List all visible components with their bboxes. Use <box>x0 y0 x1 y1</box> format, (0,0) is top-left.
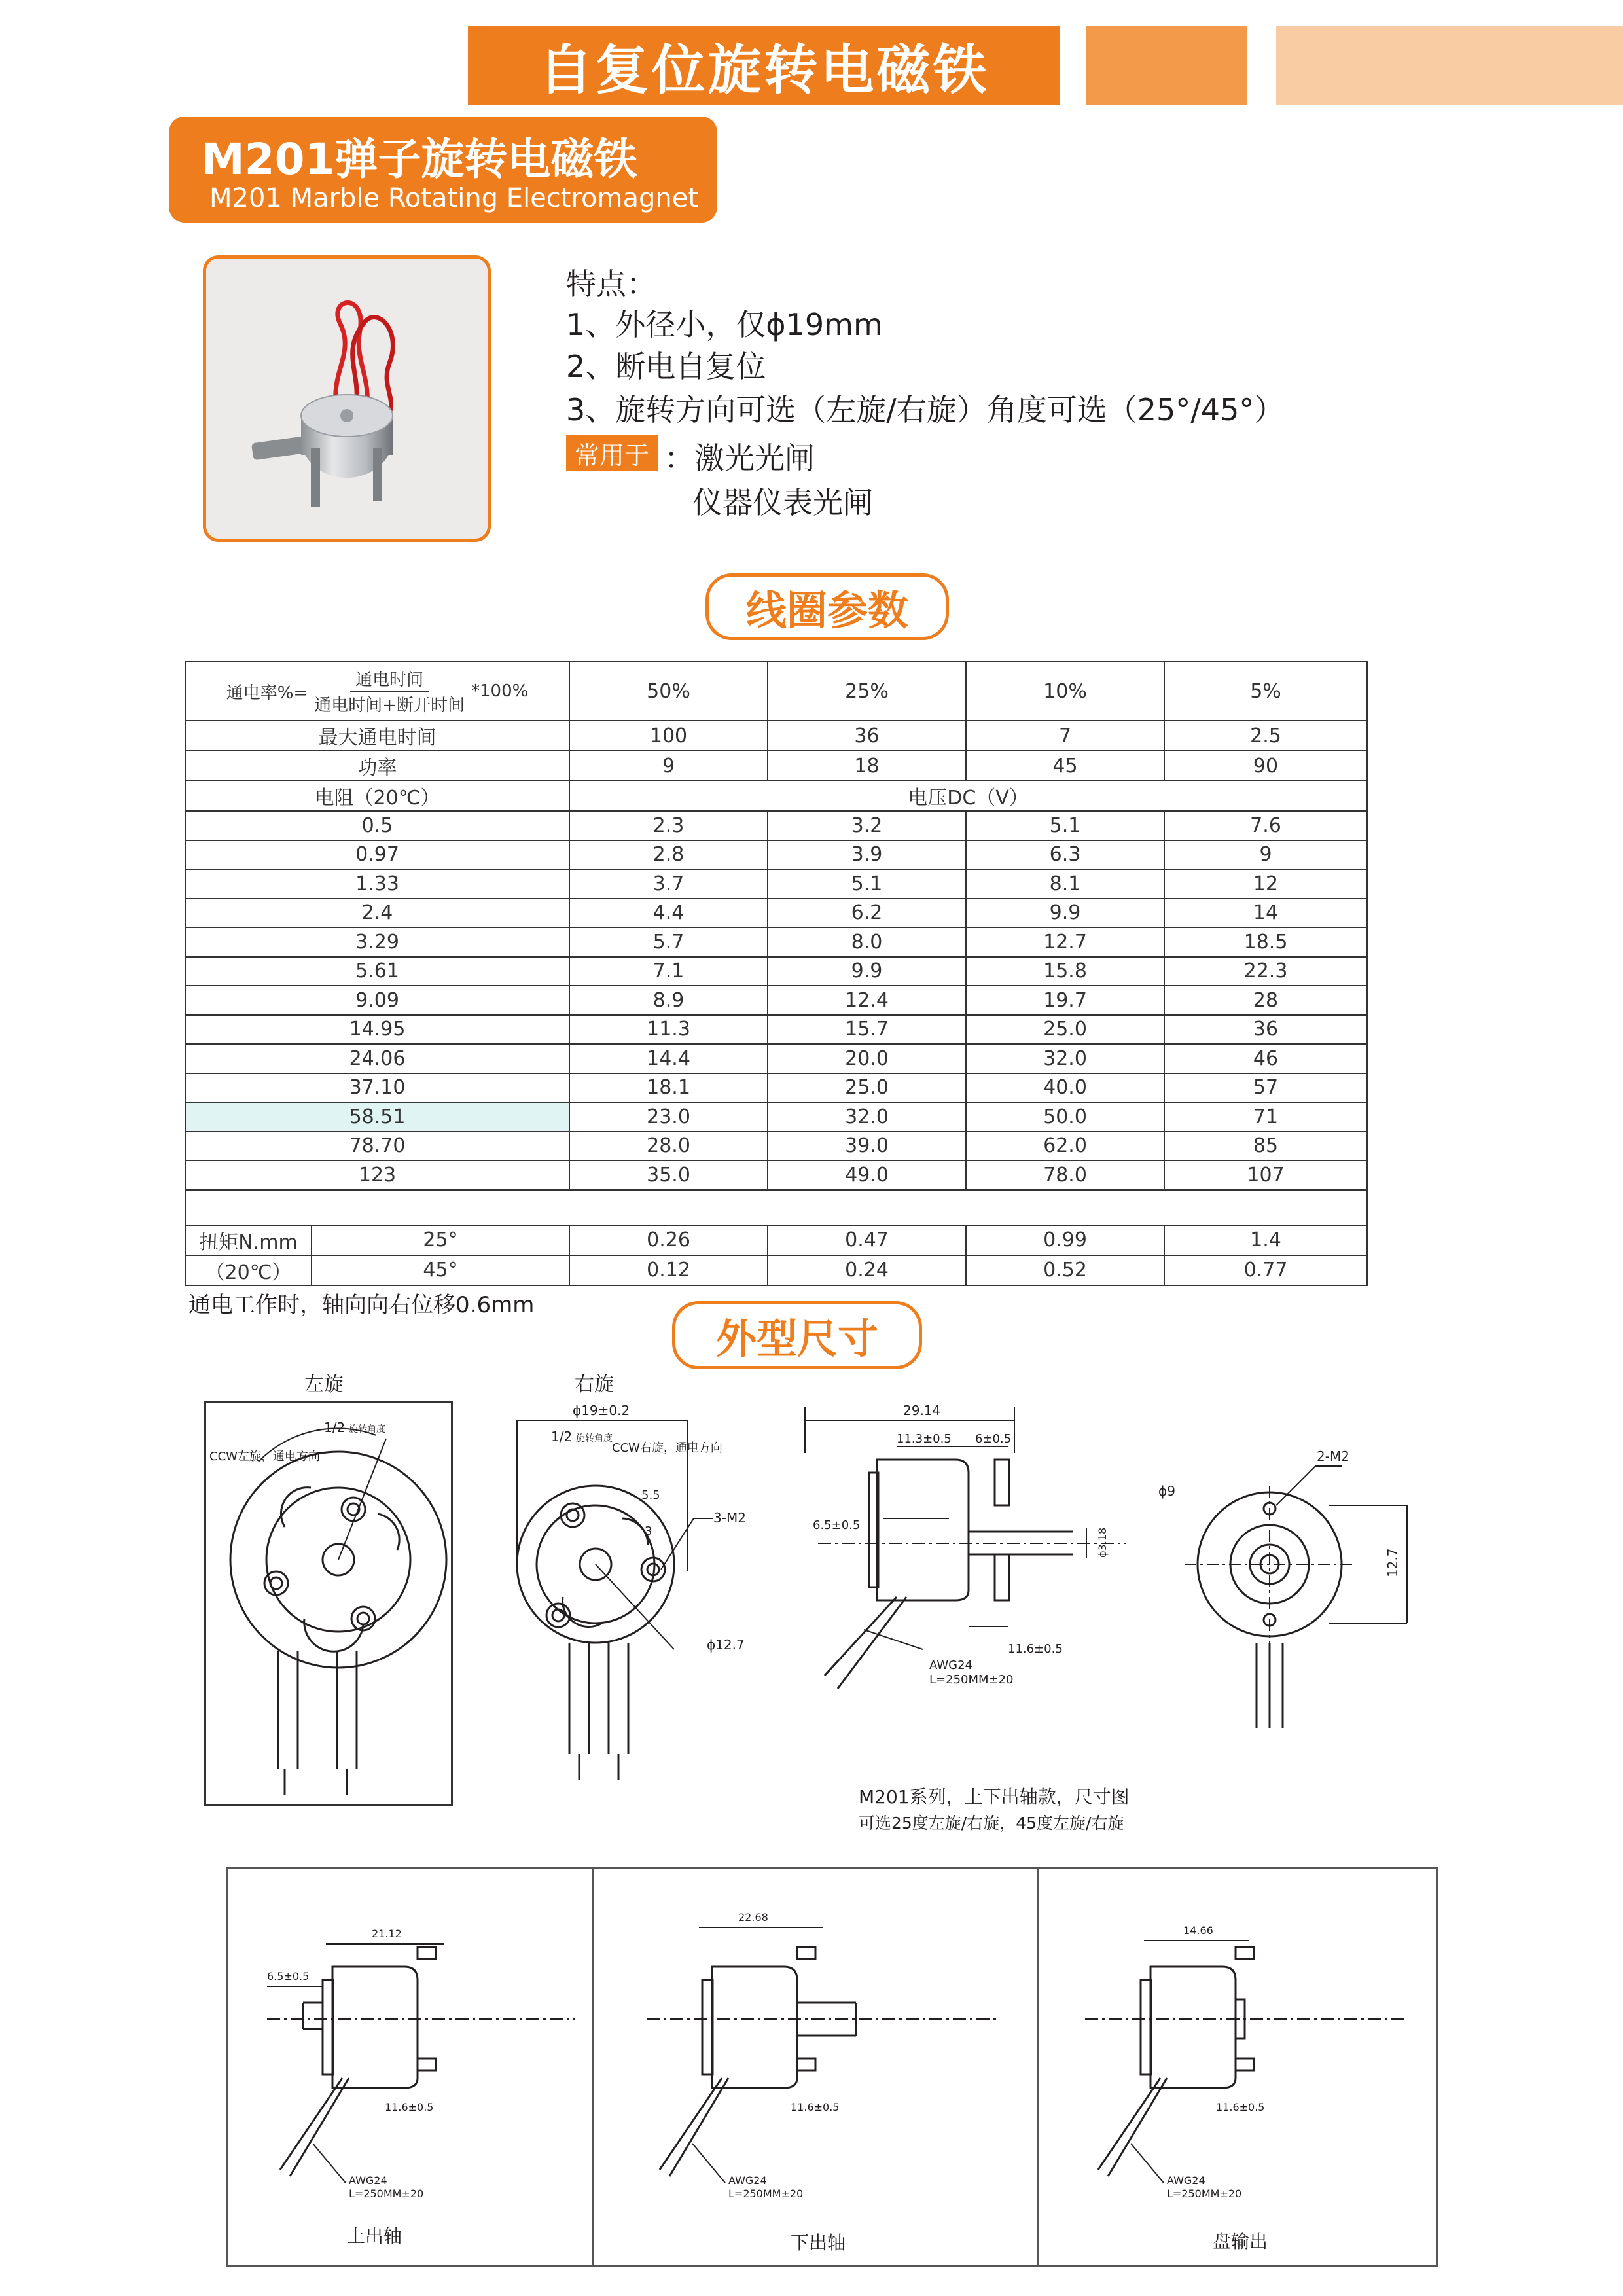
table-cell: 39.0 <box>768 1132 966 1161</box>
right-rotation-drawing <box>497 1401 759 1806</box>
dim-5-5-label: 5.5 <box>641 1488 660 1502</box>
table-cell: 2.5 <box>1164 721 1367 751</box>
table-cell: 49.0 <box>768 1160 966 1190</box>
ccw-left-label: CCW左旋，通电方向 <box>209 1450 320 1463</box>
table-cell: 1.4 <box>1164 1225 1367 1255</box>
side-6-label: 6±0.5 <box>975 1432 1012 1446</box>
table-cell: 0.12 <box>569 1255 768 1285</box>
panel-pin-label: 11.6±0.5 <box>1216 2101 1265 2113</box>
table-cell: 5.1 <box>768 869 966 899</box>
voltage-header: 电压DC（V） <box>569 781 1367 811</box>
disc-output-label: 盘输出 <box>1213 2231 1268 2252</box>
side-11-6-label: 11.6±0.5 <box>1008 1642 1063 1656</box>
table-row <box>185 986 1367 1015</box>
row-label: 功率 <box>185 751 569 781</box>
table-cell: 57 <box>1164 1073 1367 1103</box>
table-cell: 45 <box>966 751 1164 781</box>
side-total-label: 29.14 <box>903 1403 941 1418</box>
panel-len-label: L=250MM±20 <box>728 2187 804 2200</box>
panel-pin-label: 11.6±0.5 <box>791 2101 840 2113</box>
table-row <box>185 1225 1367 1255</box>
table-cell: 0.47 <box>768 1225 966 1255</box>
feature-item: 1、外径小，仅ϕ19mm <box>566 307 883 342</box>
table-cell: 0.77 <box>1164 1255 1367 1285</box>
table-cell: 45° <box>312 1255 569 1285</box>
left-rotation-label: 左旋 <box>304 1373 344 1396</box>
panel-len-label: L=250MM±20 <box>349 2187 424 2200</box>
table-cell: 7 <box>966 721 1164 751</box>
duty-cycle-formula <box>185 662 569 721</box>
usage-badge: 常用于 <box>566 435 658 471</box>
section-title-dimensions: 外型尺寸 <box>672 1301 922 1369</box>
table-cell: 20.0 <box>768 1044 966 1073</box>
table-cell: 9.9 <box>768 957 966 986</box>
table-row <box>185 899 1367 928</box>
panel-awg-label: AWG24 <box>728 2174 767 2187</box>
diameter-9-label: ϕ9 <box>1158 1483 1175 1499</box>
table-cell: 5.1 <box>966 811 1164 840</box>
table-cell: 85 <box>1164 1132 1367 1161</box>
bottom-shaft-drawing <box>607 1882 1026 2209</box>
table-cell: 5.61 <box>185 957 569 986</box>
table-cell: 36 <box>768 721 966 751</box>
dim-12-7-label: 12.7 <box>1385 1548 1400 1577</box>
table-cell: 6.3 <box>966 840 1164 870</box>
resistance-header: 电阻（20℃） <box>185 781 569 811</box>
table-cell-highlighted: 58.51 <box>185 1102 569 1132</box>
table-cell: 0.26 <box>569 1225 768 1255</box>
panel-divider <box>592 1869 594 2265</box>
table-cell: 12.7 <box>966 927 1164 957</box>
table-cell: 3.7 <box>569 869 768 899</box>
right-rotation-label: 右旋 <box>575 1373 614 1396</box>
table-cell: 9 <box>569 751 768 781</box>
panel-awg-label: AWG24 <box>349 2174 387 2187</box>
table-cell: 22.3 <box>1164 957 1367 986</box>
table-cell: 18.5 <box>1164 927 1367 957</box>
table-cell: 32.0 <box>768 1102 966 1132</box>
product-title-cn: M201弹子旋转电磁铁 <box>202 134 637 185</box>
table-cell: 7.6 <box>1164 811 1367 840</box>
table-cell: 28.0 <box>569 1132 768 1161</box>
displacement-note: 通电工作时，轴向向右位移0.6mm <box>188 1292 535 1318</box>
table-row <box>185 662 1367 721</box>
page-title: 自复位旋转电磁铁 <box>468 26 1060 105</box>
table-row <box>185 840 1367 870</box>
table-cell: 0.24 <box>768 1255 966 1285</box>
side-11-3-label: 11.3±0.5 <box>897 1432 952 1446</box>
table-cell: 15.7 <box>768 1015 966 1045</box>
table-row <box>185 721 1367 751</box>
torque-label: 扭矩N.mm <box>185 1225 312 1255</box>
table-cell: 8.9 <box>569 986 768 1015</box>
half-angle-label: 1/2 <box>324 1420 346 1435</box>
table-cell: 12.4 <box>768 986 966 1015</box>
table-cell: 7.1 <box>569 957 768 986</box>
table-cell: 15.8 <box>966 957 1164 986</box>
side-view-drawing <box>798 1401 1139 1767</box>
product-title-block <box>169 117 717 223</box>
table-cell: 1.33 <box>185 869 569 899</box>
table-cell: 18.1 <box>569 1073 768 1103</box>
wire-length-label: L=250MM±20 <box>929 1673 1014 1687</box>
bottom-shaft-label: 下出轴 <box>791 2232 846 2253</box>
table-row <box>185 1160 1367 1190</box>
top-shaft-label: 上出轴 <box>347 2225 402 2247</box>
table-cell: 35.0 <box>569 1160 768 1190</box>
ccw-right-label: CCW右旋，通电方向 <box>612 1441 722 1455</box>
front-view-drawing <box>1145 1446 1433 1787</box>
table-row <box>185 927 1367 957</box>
panel-width-label: 14.66 <box>1183 1924 1213 1937</box>
table-cell: 90 <box>1164 751 1367 781</box>
table-cell: 10% <box>966 662 1164 721</box>
torque-temp-label: （20℃） <box>185 1255 312 1285</box>
table-cell: 36 <box>1164 1015 1367 1045</box>
table-row <box>185 1255 1367 1285</box>
m2-2-label: 2-M2 <box>1317 1448 1349 1464</box>
header-accent-bar <box>1086 26 1247 105</box>
table-cell: 100 <box>569 721 768 751</box>
table-cell: 78.0 <box>966 1160 1164 1190</box>
table-cell: 5% <box>1164 662 1367 721</box>
panel-width-label: 21.12 <box>372 1928 402 1940</box>
table-cell: 9 <box>1164 840 1367 870</box>
awg-label: AWG24 <box>929 1659 972 1672</box>
table-cell <box>185 1190 1367 1225</box>
table-cell: 12 <box>1164 869 1367 899</box>
diameter-19-label: ϕ19±0.2 <box>573 1403 630 1418</box>
duty-suffix: *100% <box>471 681 529 701</box>
table-row-spacer <box>185 1190 1367 1225</box>
table-cell: 24.06 <box>185 1044 569 1073</box>
table-row <box>185 1015 1367 1045</box>
table-cell: 9.09 <box>185 986 569 1015</box>
table-cell: 0.5 <box>185 811 569 840</box>
diameter-12-7-label: ϕ12.7 <box>707 1637 745 1653</box>
panel-divider <box>1037 1869 1039 2265</box>
m2-3-label: 3-M2 <box>713 1510 746 1526</box>
table-row <box>185 869 1367 899</box>
table-cell: 40.0 <box>966 1073 1164 1103</box>
table-cell: 3.9 <box>768 840 966 870</box>
table-cell: 4.4 <box>569 899 768 928</box>
table-cell: 0.97 <box>185 840 569 870</box>
table-cell: 23.0 <box>569 1102 768 1132</box>
table-cell: 8.1 <box>966 869 1164 899</box>
panel-pin-label: 11.6±0.5 <box>385 2101 434 2113</box>
table-cell: 19.7 <box>966 986 1164 1015</box>
side-6-5-label: 6.5±0.5 <box>813 1518 861 1532</box>
table-cell: 71 <box>1164 1102 1367 1132</box>
table-cell: 14.4 <box>569 1044 768 1073</box>
panel-width-label: 22.68 <box>738 1911 768 1924</box>
product-title-en: M201 Marble Rotating Electromagnet <box>209 183 699 213</box>
table-row <box>185 957 1367 986</box>
table-row <box>185 751 1367 781</box>
table-cell: 25.0 <box>966 1015 1164 1045</box>
table-row <box>185 1132 1367 1161</box>
table-cell: 78.70 <box>185 1132 569 1161</box>
dim-3-label: 3 <box>645 1524 652 1538</box>
left-rotation-drawing <box>204 1401 453 1806</box>
feature-item: 2、断电自复位 <box>566 349 766 384</box>
table-row <box>185 1102 1367 1132</box>
table-row <box>185 1073 1367 1103</box>
table-row <box>185 781 1367 811</box>
duty-prefix: 通电率%= <box>226 683 308 703</box>
header-accent-bar-light <box>1276 26 1623 105</box>
table-row <box>185 811 1367 840</box>
usage-item: ：激光光闸 <box>664 440 815 476</box>
table-cell: 11.3 <box>569 1015 768 1045</box>
table-cell: 107 <box>1164 1160 1367 1190</box>
table-cell: 14.95 <box>185 1015 569 1045</box>
features-heading: 特点： <box>566 266 656 302</box>
table-cell: 0.52 <box>966 1255 1164 1285</box>
table-cell: 3.2 <box>768 811 966 840</box>
series-subcaption: 可选25度左旋/右旋，45度左旋/右旋 <box>859 1814 1124 1833</box>
table-cell: 14 <box>1164 899 1367 928</box>
disc-output-drawing <box>1052 1882 1432 2209</box>
table-cell: 18 <box>768 751 966 781</box>
panel-len-label: L=250MM±20 <box>1167 2187 1242 2200</box>
table-cell: 6.2 <box>768 899 966 928</box>
panel-offset-label: 6.5±0.5 <box>267 1970 310 1982</box>
duty-numerator: 通电时间 <box>350 666 429 692</box>
table-cell: 9.9 <box>966 899 1164 928</box>
table-cell: 25.0 <box>768 1073 966 1103</box>
table-cell: 62.0 <box>966 1132 1164 1161</box>
table-cell: 37.10 <box>185 1073 569 1103</box>
table-cell: 0.99 <box>966 1225 1164 1255</box>
top-shaft-drawing <box>241 1882 581 2209</box>
table-row <box>185 1044 1367 1073</box>
product-photo <box>203 255 491 542</box>
half-angle-label: 1/2 <box>551 1429 573 1444</box>
row-label: 最大通电时间 <box>185 721 569 751</box>
table-cell: 8.0 <box>768 927 966 957</box>
table-cell: 50.0 <box>966 1102 1164 1132</box>
table-cell: 50% <box>569 662 768 721</box>
usage-item: 仪器仪表光闸 <box>692 485 873 520</box>
section-title-coil: 线圈参数 <box>705 573 949 640</box>
variants-drawing-panel <box>226 1867 1438 2267</box>
duty-denominator: 通电时间+断开时间 <box>314 696 465 715</box>
table-cell: 5.7 <box>569 927 768 957</box>
half-angle-sub: 旋转角度 <box>576 1433 613 1444</box>
table-cell: 46 <box>1164 1044 1367 1073</box>
table-cell: 2.8 <box>569 840 768 870</box>
table-cell: 25% <box>768 662 966 721</box>
table-cell: 2.4 <box>185 899 569 928</box>
table-cell: 2.3 <box>569 811 768 840</box>
shaft-diameter-label: ϕ3.18 <box>1096 1527 1109 1558</box>
table-cell: 123 <box>185 1160 569 1190</box>
coil-parameter-table <box>185 661 1368 1286</box>
table-cell: 28 <box>1164 986 1367 1015</box>
table-cell: 32.0 <box>966 1044 1164 1073</box>
table-cell: 25° <box>312 1225 569 1255</box>
table-cell: 3.29 <box>185 927 569 957</box>
panel-awg-label: AWG24 <box>1167 2174 1205 2187</box>
series-caption: M201系列，上下出轴款，尺寸图 <box>859 1786 1130 1808</box>
half-angle-sub: 旋转角度 <box>349 1424 385 1435</box>
feature-item: 3、旋转方向可选（左旋/右旋）角度可选（25°/45°） <box>566 392 1285 427</box>
